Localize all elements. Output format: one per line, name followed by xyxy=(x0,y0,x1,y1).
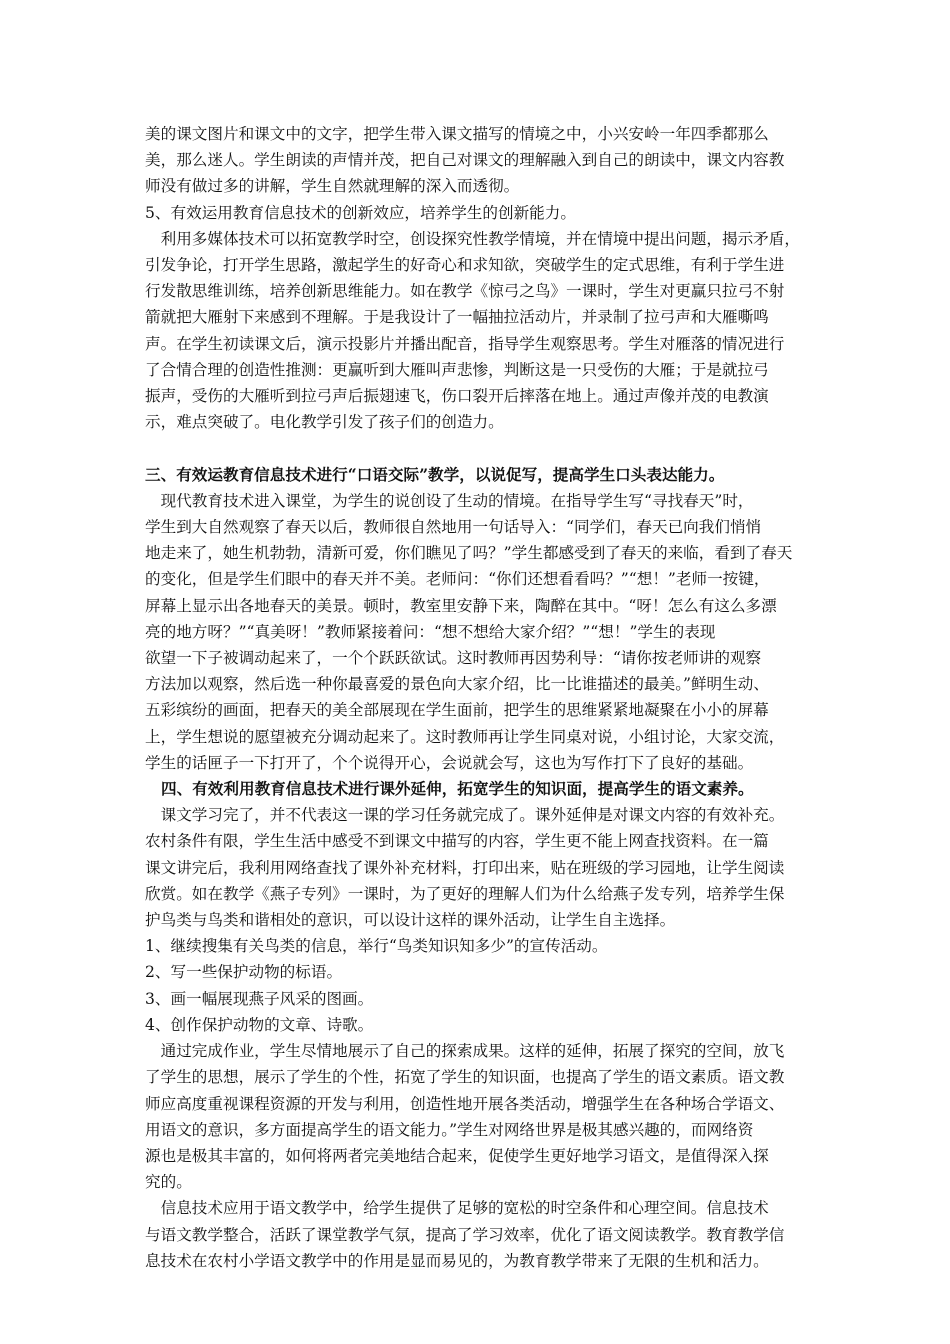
text-line: 声。在学生初读课文后，演示投影片并播出配音，指导学生观察思考。学生对雁落的情况进行 xyxy=(145,334,785,353)
text-line: 通过完成作业，学生尽情地展示了自己的探索成果。这样的延伸，拓展了探究的空间，放飞 xyxy=(145,1042,785,1061)
text-line: 农村条件有限，学生生活中感受不到课文中描写的内容，学生更不能上网查找资料。在一篇 xyxy=(145,832,769,851)
text-line: 源也是极其丰富的，如何将两者完美地结合起来，促使学生更好地学习语文，是值得深入探 xyxy=(145,1146,769,1165)
blank-line xyxy=(145,435,817,461)
paragraph-spring xyxy=(145,488,817,776)
text-line: 箭就把大雁射下来感到不理解。于是我设计了一幅抽拉活动片，并录制了拉弓声和大雁嘶鸣 xyxy=(145,308,769,327)
text-line: 行发散思维训练，培养创新思维能力。如在教学《惊弓之鸟》一课时，学生对更赢只拉弓不射 xyxy=(145,282,785,301)
text-line: 欲望一下子被调动起来了，一个个跃跃欲试。这时教师再因势利导：“请你按老师讲的观察 xyxy=(145,649,762,668)
document-page xyxy=(145,121,817,1274)
text-line: 课文讲完后，我利用网络查找了课外补充材料，打印出来，贴在班级的学习园地，让学生阅读 xyxy=(145,858,785,877)
text-line: 信息技术应用于语文教学中，给学生提供了足够的宽松的时空条件和心理空间。信息技术 xyxy=(145,1199,769,1218)
list-item: 3、画一幅展现燕子风采的图画。 xyxy=(145,989,374,1008)
list-item: 4、创作保护动物的文章、诗歌。 xyxy=(145,1015,374,1034)
text-line: 屏幕上显示出各地春天的美景。顿时，教室里安静下来，陶醉在其中。“呀！怎么有这么多漂 xyxy=(145,596,777,615)
text-line: 方法加以观察，然后选一种你最喜爱的景色向大家介绍，比一比谁描述的最美。”鲜明生动、 xyxy=(145,675,769,694)
text-line: 示，难点突破了。电化教学引发了孩子们的创造力。 xyxy=(145,413,504,432)
text-line: 引发争论，打开学生思路，激起学生的好奇心和求知欲，突破学生的定式思维，有利于学生进 xyxy=(145,256,785,275)
text-line: 了合情合理的创造性推测：更赢听到大雁叫声悲惨，判断这是一只受伤的大雁；于是就拉弓 xyxy=(145,360,769,379)
list-item: 1、继续搜集有关鸟类的信息，举行“鸟类知识知多少”的宣传活动。 xyxy=(145,937,608,956)
text-line: 的变化，但是学生们眼中的春天并不美。老师问：“你们还想看看吗？”“想！”老师一按键， xyxy=(145,570,770,589)
paragraph-intro xyxy=(145,121,817,200)
heading-text: 四、有效利用教育信息技术进行课外延伸，拓宽学生的知识面，提高学生的语文素养。 xyxy=(161,779,754,799)
text-line: 与语文教学整合，活跃了课堂教学气氛，提高了学习效率，优化了语文阅读教学。教育教学信 xyxy=(145,1225,785,1244)
text-line: 息技术在农村小学语文教学中的作用是显而易见的，为教育教学带来了无限的生机和活力。 xyxy=(145,1251,769,1270)
text-line: 课文学习完了，并不代表这一课的学习任务就完成了。课外延伸是对课文内容的有效补充。 xyxy=(145,806,785,825)
subheading-5 xyxy=(145,200,817,226)
list-item: 2、写一些保护动物的标语。 xyxy=(145,963,343,982)
text-line: 地走来了，她生机勃勃，清新可爱，你们瞧见了吗？”学生都感受到了春天的来临，看到了春天 xyxy=(145,544,793,563)
heading-text: 三、有效运教育信息技术进行“口语交际”教学，以说促写，提高学生口头表达能力。 xyxy=(145,464,725,484)
text-line: 护鸟类与鸟类和谐相处的意识，可以设计这样的课外活动，让学生自主选择。 xyxy=(145,911,676,930)
text-line: 上，学生想说的愿望被充分调动起来了。这时教师再让学生同桌对说，小组讨论，大家交流， xyxy=(145,727,785,746)
text-line: 欣赏。如在教学《燕子专列》一课时，为了更好的理解人们为什么给燕子发专列，培养学生保 xyxy=(145,884,785,903)
text-line: 究的。 xyxy=(145,1173,192,1192)
text-line: 5、有效运用教育信息技术的创新效应，培养学生的创新能力。 xyxy=(145,203,576,222)
section-heading-4 xyxy=(145,776,817,802)
text-line: 亮的地方呀？”“真美呀！”教师紧接着问：“想不想给大家介绍？”“想！”学生的表现 xyxy=(145,622,716,641)
text-line: 师应高度重视课程资源的开发与利用，创造性地开展各类活动，增强学生在各种场合学语文、 xyxy=(145,1094,785,1113)
text-line: 利用多媒体技术可以拓宽教学时空，创设探究性教学情境，并在情境中提出问题，揭示矛盾， xyxy=(145,229,800,248)
section-heading-3 xyxy=(145,462,817,488)
text-line: 用语文的意识，多方面提高学生的语文能力。”学生对网络世界是极其感兴趣的，而网络资 xyxy=(145,1120,754,1139)
text-line: 学生的话匣子一下打开了，个个说得开心，会说就会写，这也为写作打下了良好的基础。 xyxy=(145,753,754,772)
text-line: 五彩缤纷的画面，把春天的美全部展现在学生面前，把学生的思维紧紧地凝聚在小小的屏幕 xyxy=(145,701,769,720)
text-line: 师没有做过多的讲解，学生自然就理解的深入而透彻。 xyxy=(145,177,520,196)
paragraph-extension xyxy=(145,802,817,933)
text-line: 振声，受伤的大雁听到拉弓声后振翅速飞，伤口裂开后摔落在地上。通过声像并茂的电教演 xyxy=(145,387,769,406)
text-line: 美的课文图片和课文中的文字，把学生带入课文描写的情境之中，小兴安岭一年四季都那么 xyxy=(145,125,769,143)
paragraph-conclusion xyxy=(145,1195,817,1274)
paragraph-results xyxy=(145,1038,817,1195)
text-line: 现代教育技术进入课堂，为学生的说创设了生动的情境。在指导学生写“寻找春天”时， xyxy=(145,491,754,510)
activity-list xyxy=(145,933,817,1038)
text-line: 美，那么迷人。学生朗读的声情并茂，把自己对课文的理解融入到自己的朗读中，课文内容教 xyxy=(145,151,785,170)
text-line: 了学生的思想，展示了学生的个性，拓宽了学生的知识面，也提高了学生的语文素质。语文教 xyxy=(145,1068,785,1087)
paragraph-multimedia xyxy=(145,226,817,436)
text-line: 学生到大自然观察了春天以后，教师很自然地用一句话导入：“同学们，春天已向我们悄悄 xyxy=(145,518,762,537)
